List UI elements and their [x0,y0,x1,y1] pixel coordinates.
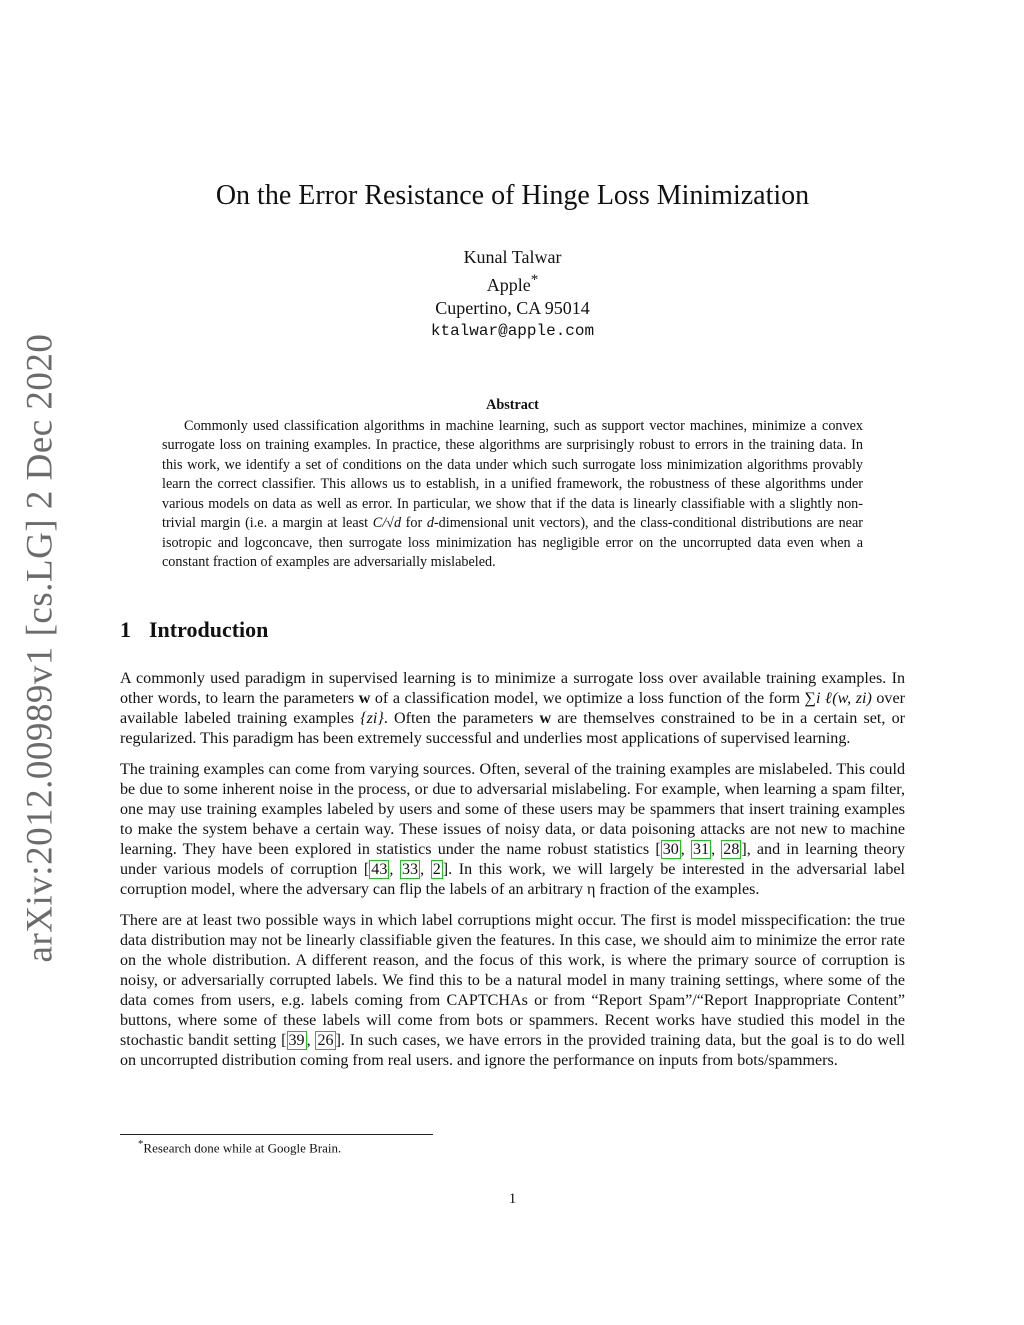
footnote-mark: * [138,1138,144,1150]
citation-link[interactable]: 31 [692,841,710,858]
citation-link[interactable]: 39 [288,1032,305,1049]
citation-link[interactable]: 30 [662,841,679,858]
example-set: {zi} [360,710,384,727]
author-name: Kunal Talwar [463,247,562,267]
margin-formula: C/√d [372,515,402,531]
citation-link[interactable]: 33 [402,861,419,878]
paper-title: On the Error Resistance of Hinge Loss Minimization [215,180,810,211]
footnote-text: Research done while at Google Brain. [143,1140,342,1156]
affiliation-footnote-mark[interactable]: * [530,272,539,288]
section-heading-introduction [120,617,268,643]
page-number: 1 [508,1191,517,1207]
introduction-body [120,669,905,1082]
paragraph-2: The training examples can come from varying sources. Often, several of the training examples are mislabeled. This could be due to some inherent noise in the process, or due to adversarial mislabeling. For example, when learning a spam filter, one may use training examples labeled by users and some of these users may be spammers that insert training examples to make the system behave a certain way. These issues of noisy data, or data poisoning attacks are not new to machine learning. They have been explored in statistics under the name robust statistics [ 30 , 31 , 28 ], and in learning theory under various models of corruption [ 43 , 33 , 2 ]. In this work, we will largely be interested in the adversarial label corruption model, where the adversary can flip the labels of an arbitrary η fraction of the examples. [120,761,906,898]
eta-symbol: η [586,881,596,898]
section-title: Introduction [149,617,269,642]
abstract-heading: Abstract [486,397,539,413]
citation-link[interactable]: 43 [371,861,388,878]
abstract [162,396,863,573]
paragraph-1: A commonly used paradigm in supervised learning is to minimize a surrogate loss over available training examples. In other words, to learn the parameters w of a classification model, we optimize a loss function of the form ∑i ℓ(w, zi) over available labeled training examples {zi}. Often the parameters w are themselves constrained to be in a certain set, or regularized. This paradigm has been extremely successful and underlies most applications of supervised learning. [120,670,905,747]
citation-link[interactable]: 2 [432,861,441,878]
paragraph-3: There are at least two possible ways in which label corruptions might occur. The first is model misspecification: the true data distribution may not be linearly classifiable given the features. In this case, we should aim to minimize the error rate on the whole distribution. A different reason, and the focus of this work, is where the primary source of corruption is noisy, or adversarially corrupted labels. We find this to be a natural model in many training settings, where some of the data comes from users, e.g. labels coming from CAPTCHAs or from “Report Spam”/“Report Inappropriate Content” buttons, where some of these labels will come from bots or spammers. Recent works have studied this model in the stochastic bandit setting [ 39 , 26 ]. In such cases, we have errors in the provided training data, but the goal is to do well on uncorrupted distribution coming from real users. and ignore the performance on inputs from bots/spammers. [120,912,905,1069]
abstract-text: Commonly used classification algorithms in machine learning, such as support vector machines, minimize a convex surrogate loss on training examples. In practice, these algorithms are surprisingly robust to errors in the training data. In this work, we identify a set of conditions on the data under which such surrogate loss minimization algorithms provably learn the correct classifier. This allows us to establish, in a unified framework, the robustness of these algorithms under various models on data as well as error. In particular, we show that if the data is linearly classifiable with a slightly non-trivial margin (i.e. a margin at least C/√d for d-dimensional unit vectors), and the class-conditional distributions are near isotropic and logconcave, then surrogate loss minimization has negligible error on the uncorrupted data even when a constant fraction of examples are adversarially mislabeled. [162,417,864,570]
author-block [120,246,905,343]
author-location: Cupertino, CA 95014 [435,298,590,318]
footnote-divider [120,1134,433,1135]
citation-link[interactable]: 28 [723,841,740,858]
author-email[interactable]: ktalwar@apple.com [430,322,595,340]
loss-formula: ∑i ℓ(w, zi) [804,690,872,707]
section-number: 1 [120,617,131,642]
arxiv-identifier: arXiv:2012.00989v1 [cs.LG] 2 Dec 2020 [19,333,61,963]
author-affiliation: Apple* [486,272,539,295]
citation-link[interactable]: 26 [317,1032,334,1049]
footnote [138,1138,341,1156]
